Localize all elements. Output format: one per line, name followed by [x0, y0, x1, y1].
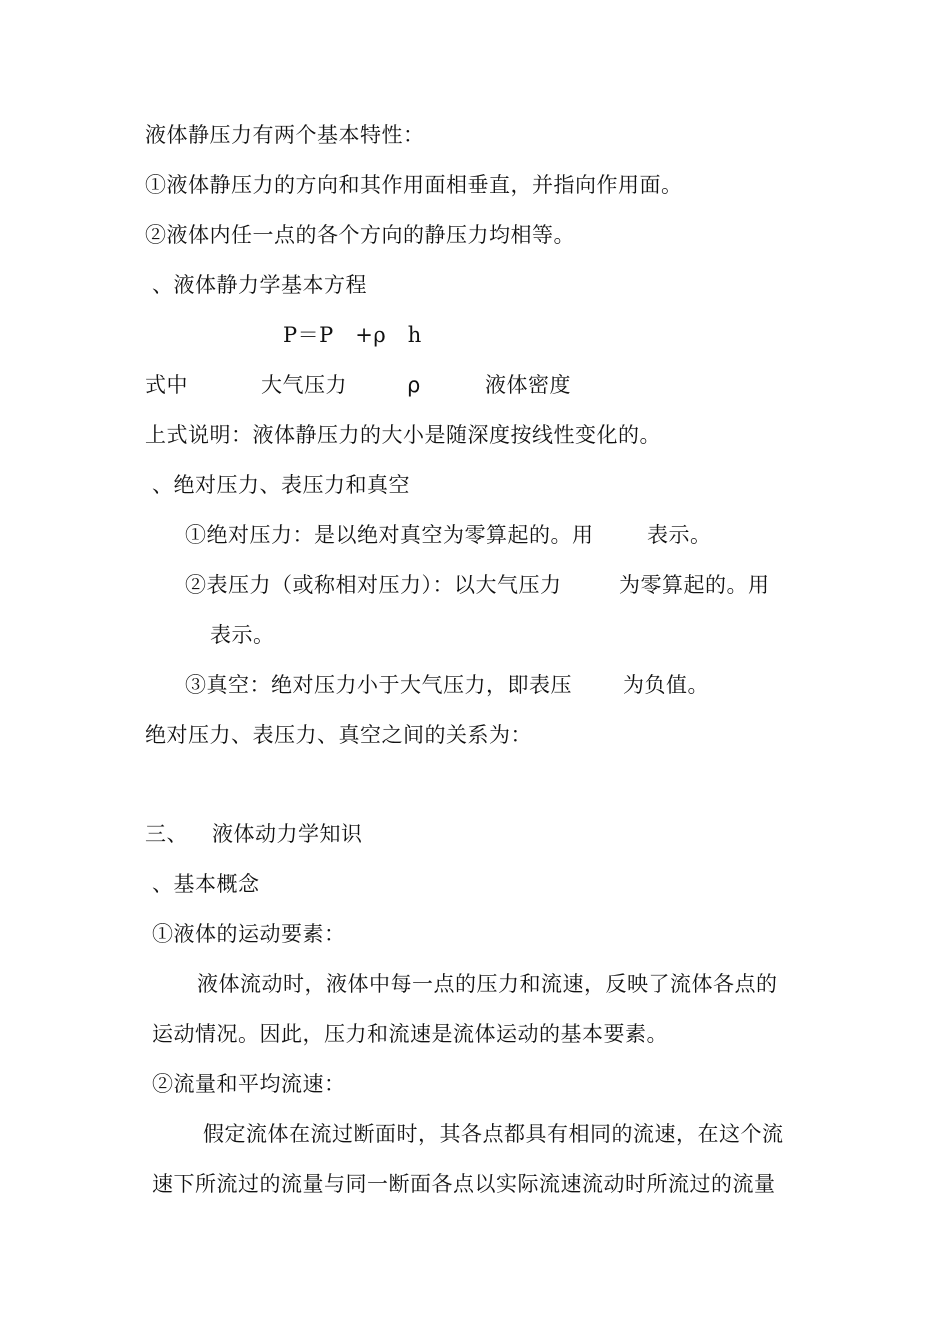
vacuum-line [185, 671, 745, 699]
gauge-pressure-cont: 表示。 [210, 623, 275, 647]
gauge-pressure-tail: 为零算起的。用 [619, 573, 770, 597]
motion-paragraph-line-2: 运动情况。因此，压力和流速是流体运动的基本要素。 [152, 1022, 668, 1046]
hydrostatic-equation: P＝P +ρ h [283, 323, 422, 347]
properties-intro: 液体静压力有两个基本特性： [145, 123, 425, 147]
where-label: 式中 [145, 373, 188, 397]
absolute-pressure: ①绝对压力：是以绝对真空为零算起的。用 [185, 523, 594, 547]
basic-equation-heading: 、液体静力学基本方程 [152, 273, 367, 297]
basic-concepts-heading: 、基本概念 [152, 872, 260, 896]
p0-meaning: 大气压力 [261, 373, 347, 397]
rho-meaning: 液体密度 [485, 373, 571, 397]
flow-paragraph-line-2: 速下所流过的流量与同一断面各点以实际流速流动时所流过的流量 [152, 1172, 776, 1196]
flow-heading: ②流量和平均流速： [152, 1072, 346, 1096]
motion-elements-heading: ①液体的运动要素： [152, 922, 346, 946]
section-number: 三、 [145, 822, 188, 846]
property-2: ②液体内任一点的各个方向的静压力均相等。 [145, 223, 575, 247]
gauge-pressure-line [185, 571, 805, 599]
rho-symbol: ρ [407, 373, 421, 397]
motion-paragraph-line-1: 液体流动时，液体中每一点的压力和流速，反映了流体各点的 [197, 972, 778, 996]
section-three-heading [145, 820, 445, 848]
absolute-pressure-line [185, 521, 745, 549]
vacuum-definition: ③真空：绝对压力小于大气压力，即表压 [185, 673, 572, 697]
flow-paragraph-line-1: 假定流体在流过断面时，其各点都具有相同的流速，在这个流 [203, 1122, 784, 1146]
gauge-pressure: ②表压力（或称相对压力）：以大气压力 [185, 573, 562, 597]
absolute-pressure-tail: 表示。 [647, 523, 712, 547]
vacuum-tail: 为负值。 [623, 673, 709, 697]
pressure-relation: 绝对压力、表压力、真空之间的关系为： [145, 723, 532, 747]
equation-explanation: 上式说明：液体静压力的大小是随深度按线性变化的。 [145, 423, 661, 447]
property-1: ①液体静压力的方向和其作用面相垂直，并指向作用面。 [145, 173, 683, 197]
pressure-types-heading: 、绝对压力、表压力和真空 [152, 473, 410, 497]
equation-legend [145, 371, 595, 399]
section-title: 液体动力学知识 [212, 822, 363, 846]
